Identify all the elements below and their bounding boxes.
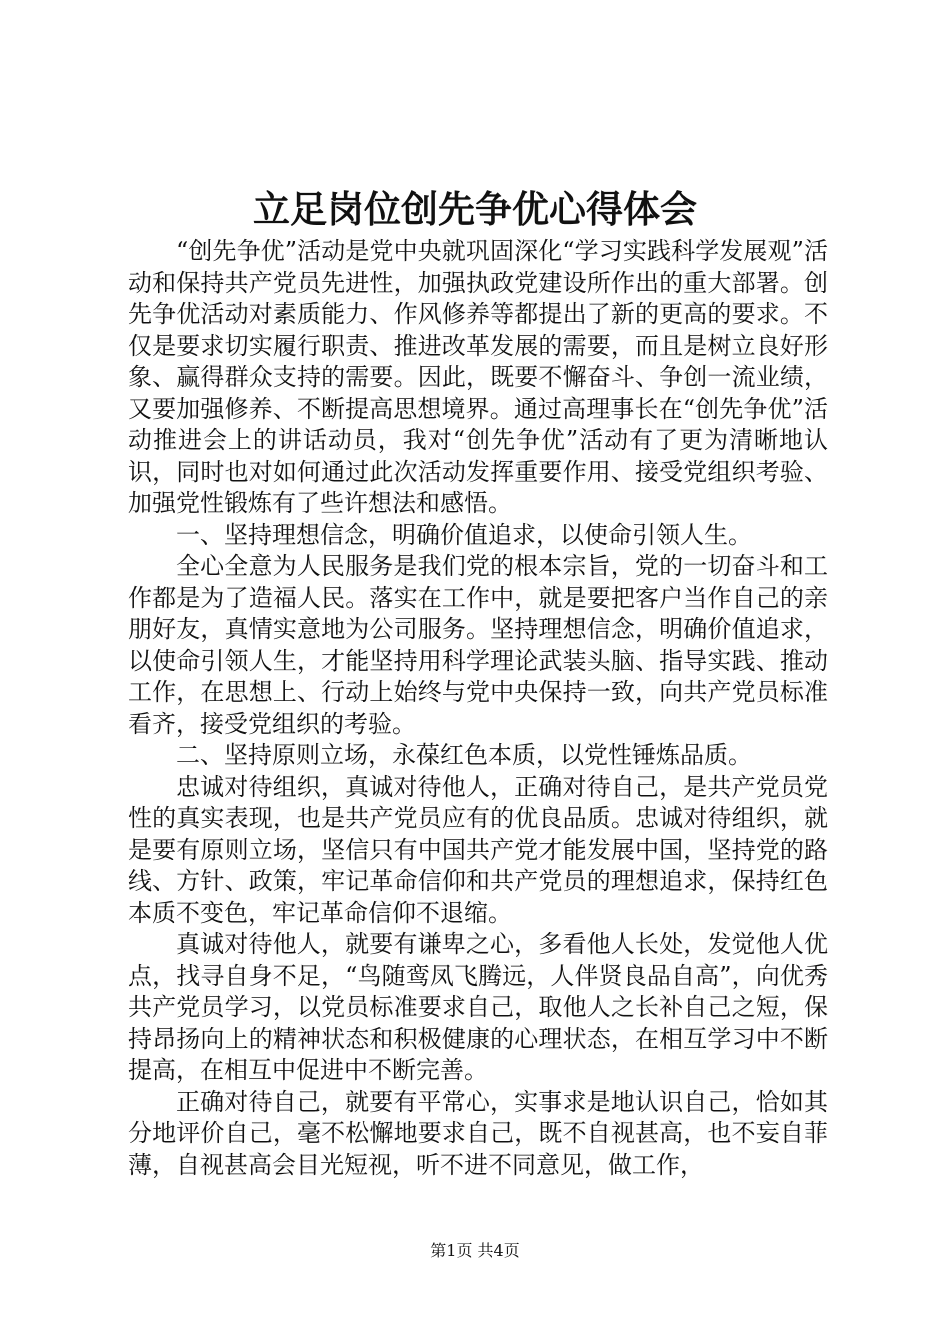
paragraph-sincerity: 真诚对待他人，就要有谦卑之心，多看他人长处，发觉他人优点，找寻自身不足，“鸟随鸾凤飞腾远，人伴贤良品自高”，向优秀共产党员学习，以党员标准要求自己，取他人之长补自己之短，保持昂扬向上的精神状态和积极健康的心理状态，在相互学习中不断提高，在相互中促进中不断完善。 [128, 930, 828, 1084]
section-heading-1: 一、坚持理想信念，明确价值追求，以使命引领人生。 [176, 520, 752, 549]
paragraph-loyalty: 忠诚对待组织，真诚对待他人，正确对待自己，是共产党员党性的真实表现，也是共产党员应有的优良品质。忠诚对待组织，就是要有原则立场，坚信只有中国共产党才能发展中国，坚持党的路线、方针、政策，牢记革命信仰和共产党员的理想追求，保持红色本质不变色，牢记革命信仰不退缩。 [128, 772, 828, 927]
section-heading-2: 二、坚持原则立场，永葆红色本质，以党性锤炼品质。 [176, 741, 752, 769]
paragraph-self: 正确对待自己，就要有平常心，实事求是地认识自己，恰如其分地评价自己，毫不松懈地要求自己，既不自视甚高，也不妄自菲薄，自视甚高会目光短视，听不进不同意见，做工作， [128, 1087, 828, 1179]
document-title: 立足岗位创先争优心得体会 [253, 187, 697, 231]
page-number: 第1页 共4页 [430, 1241, 520, 1260]
paragraph-section-1: 全心全意为人民服务是我们党的根本宗旨，党的一切奋斗和工作都是为了造福人民。落实在工作中，就是要把客户当作自己的亲朋好友，真情实意地为公司服务。坚持理想信念，明确价值追求，以使命引领人生，才能坚持用科学理论武装头脑、指导实践、推动工作，在思想上、行动上始终与党中央保持一致，向共产党员标准看齐，接受党组织的考验。 [128, 552, 828, 738]
document-body [128, 236, 828, 1181]
paragraph-intro: “创先争优”活动是党中央就巩固深化“学习实践科学发展观”活动和保持共产党员先进性，加强执政党建设所作出的重大部署。创先争优活动对素质能力、作风修养等都提出了新的更高的要求。不仅是要求切实履行职责、推进改革发展的需要，而且是树立良好形象、赢得群众支持的需要。因此，既要不懈奋斗、争创一流业绩，又要加强修养、不断提高思想境界。通过高理事长在“创先争优”活动推进会上的讲话动员，我对“创先争优”活动有了更为清晰地认识，同时也对如何通过此次活动发挥重要作用、接受党组织考验、加强党性锻炼有了些许想法和感悟。 [128, 237, 828, 517]
